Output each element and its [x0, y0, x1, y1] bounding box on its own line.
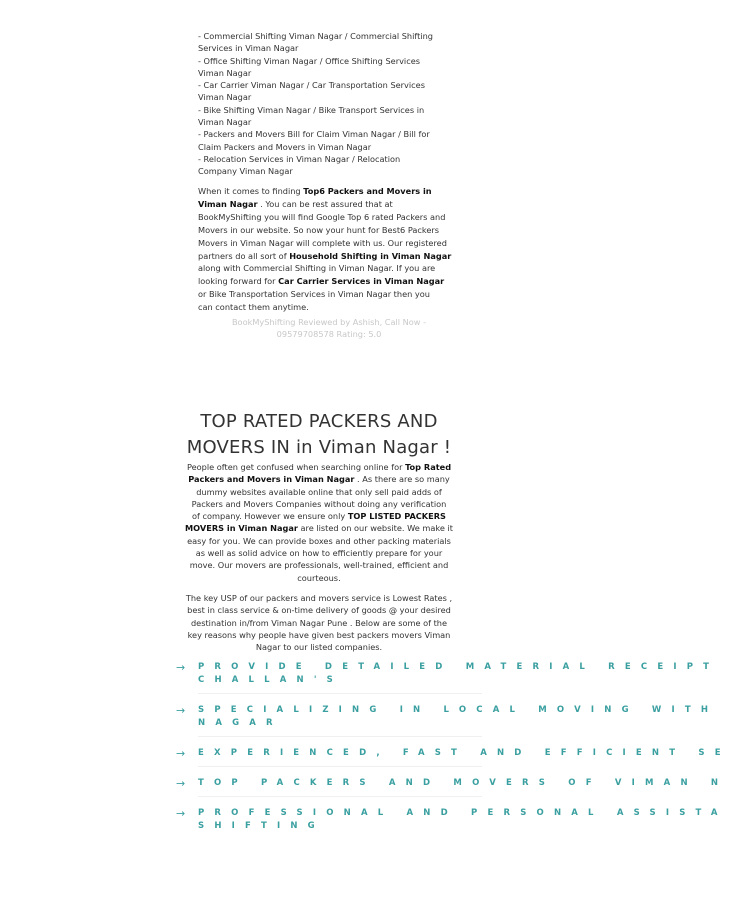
- intro-line: can contact them anytime.: [198, 302, 309, 313]
- intro-line: Movers in our website. So now your hunt for Best6 Packers: [198, 224, 440, 235]
- services-list-item: Viman Nagar: [198, 92, 252, 103]
- about-line: [178, 461, 460, 473]
- feature-text: TOP PACKERS AND MOVERS OF VIMAN N: [198, 778, 729, 788]
- highlight-link[interactable]: Top6 Packers and Movers in: [303, 186, 432, 196]
- usp-line: key reasons why people have given best packers movers Viman: [187, 629, 451, 640]
- feature-item: [176, 704, 719, 737]
- highlight-link[interactable]: TOP LISTED PACKERS: [347, 511, 446, 522]
- arrow-right-icon: →: [176, 777, 186, 790]
- section-heading: [178, 409, 460, 461]
- usp-paragraph: [178, 592, 460, 653]
- intro-line: [198, 250, 464, 263]
- services-list-item: - Relocation Services in Viman Nagar / Relocation: [198, 153, 401, 164]
- intro-line: [198, 198, 464, 211]
- usp-line: best in class service & on-time delivery of goods @ your desired: [187, 605, 451, 616]
- about-line: easy for you. We can provide boxes and other packing materials: [187, 535, 451, 546]
- highlight-link[interactable]: Packers and Movers in Viman Nagar: [188, 474, 355, 485]
- services-list-item: Claim Packers and Movers in Viman Nagar: [198, 141, 372, 152]
- about-line: courteous.: [297, 572, 341, 583]
- about-line: [178, 510, 460, 522]
- services-list-item: - Car Carrier Viman Nagar / Car Transportation Services: [198, 80, 425, 91]
- services-list-item: - Packers and Movers Bill for Claim Viman Nagar / Bill for: [198, 129, 430, 140]
- about-line: as well as solid advice on how to efficiently prepare for your: [195, 548, 443, 559]
- arrow-right-icon: →: [176, 807, 186, 820]
- feature-text: PROFESSIONAL AND PERSONAL ASSISTA: [198, 808, 728, 818]
- intro-paragraph: [198, 185, 464, 314]
- services-list-item: Services in Viman Nagar: [198, 43, 299, 54]
- highlight-link[interactable]: Car Carrier Services in Viman Nagar: [278, 276, 445, 287]
- feature-item: [176, 661, 720, 694]
- highlight-link[interactable]: MOVERS in Viman Nagar: [185, 523, 298, 534]
- divider: [198, 796, 482, 797]
- intro-line: along with Commercial Shifting in Viman Nagar. If you are: [198, 263, 436, 274]
- heading-line: MOVERS IN in Viman Nagar !: [186, 437, 452, 458]
- intro-line: [198, 185, 464, 198]
- intro-line: Movers in Viman Nagar will complete with us. Our registered: [198, 237, 447, 248]
- feature-text: SPECIALIZING IN LOCAL MOVING WITH: [198, 705, 719, 715]
- intro-text: . You can be rest assured that at: [257, 198, 393, 209]
- feature-text: NAGAR: [198, 718, 283, 728]
- usp-line: The key USP of our packers and movers service is Lowest Rates ,: [185, 593, 453, 603]
- about-paragraph: [178, 461, 460, 584]
- about-line: dummy websites available online that only sell paid adds of: [196, 486, 442, 497]
- feature-text: EXPERIENCED, FAST AND EFFICIENT SE: [198, 748, 731, 758]
- intro-line: [198, 275, 464, 288]
- about-text: People often get confused when searching online for: [186, 462, 406, 472]
- arrow-right-icon: →: [176, 704, 186, 717]
- services-list: [198, 30, 460, 178]
- feature-text: CHALLAN'S: [198, 675, 343, 685]
- feature-item: [176, 747, 731, 767]
- highlight-link[interactable]: Top Rated: [405, 462, 452, 472]
- features-list: [176, 661, 731, 843]
- divider: [198, 736, 482, 737]
- services-list-item: - Bike Shifting Viman Nagar / Bike Transport Services in: [198, 104, 425, 115]
- about-text: are listed on our website. We make it: [297, 523, 453, 534]
- feature-text: PROVIDE DETAILED MATERIAL RECEIPT: [198, 662, 720, 672]
- services-list-item: - Commercial Shifting Viman Nagar / Commercial Shifting: [198, 31, 434, 41]
- intro-line: or Bike Transportation Services in Viman Nagar then you: [198, 289, 430, 300]
- divider: [198, 693, 482, 694]
- services-list-item: Company Viman Nagar: [198, 166, 293, 177]
- services-list-item: - Office Shifting Viman Nagar / Office Shifting Services: [198, 55, 420, 66]
- intro-text: partners do all sort of: [198, 250, 290, 261]
- services-list-item: Viman Nagar: [198, 117, 252, 128]
- services-list-item: Viman Nagar: [198, 67, 252, 78]
- about-text: of company. However we ensure only: [192, 511, 348, 522]
- about-text: . As there are so many: [354, 474, 450, 485]
- intro-text: looking forward for: [198, 276, 279, 287]
- feature-text: SHIFTING: [198, 821, 325, 831]
- divider: [198, 766, 482, 767]
- highlight-link[interactable]: Household Shifting in Viman Nagar: [289, 250, 452, 261]
- usp-line: destination in/from Viman Nagar Pune . Below are some of the: [190, 617, 448, 628]
- about-line: Packers and Movers Companies without doing any verification: [191, 498, 447, 509]
- review-line: BookMyShifting Reviewed by Ashish, Call Now -: [231, 317, 427, 327]
- heading-line: TOP RATED PACKERS AND: [200, 411, 438, 432]
- arrow-right-icon: →: [176, 747, 186, 760]
- usp-line: Nagar to our listed companies.: [255, 642, 383, 653]
- intro-line: BookMyShifting you will find Google Top 6 rated Packers and: [198, 211, 446, 222]
- feature-item: [176, 807, 728, 833]
- about-line: [178, 522, 460, 534]
- about-line: move. Our movers are professionals, well-trained, efficient and: [189, 560, 449, 571]
- about-line: [178, 473, 460, 485]
- highlight-link[interactable]: Viman Nagar: [198, 198, 258, 209]
- intro-text: When it comes to finding: [198, 186, 304, 196]
- review-line: 09579708578 Rating: 5.0: [276, 329, 382, 340]
- arrow-right-icon: →: [176, 661, 186, 674]
- feature-item: [176, 777, 729, 797]
- review-snippet: [198, 316, 460, 341]
